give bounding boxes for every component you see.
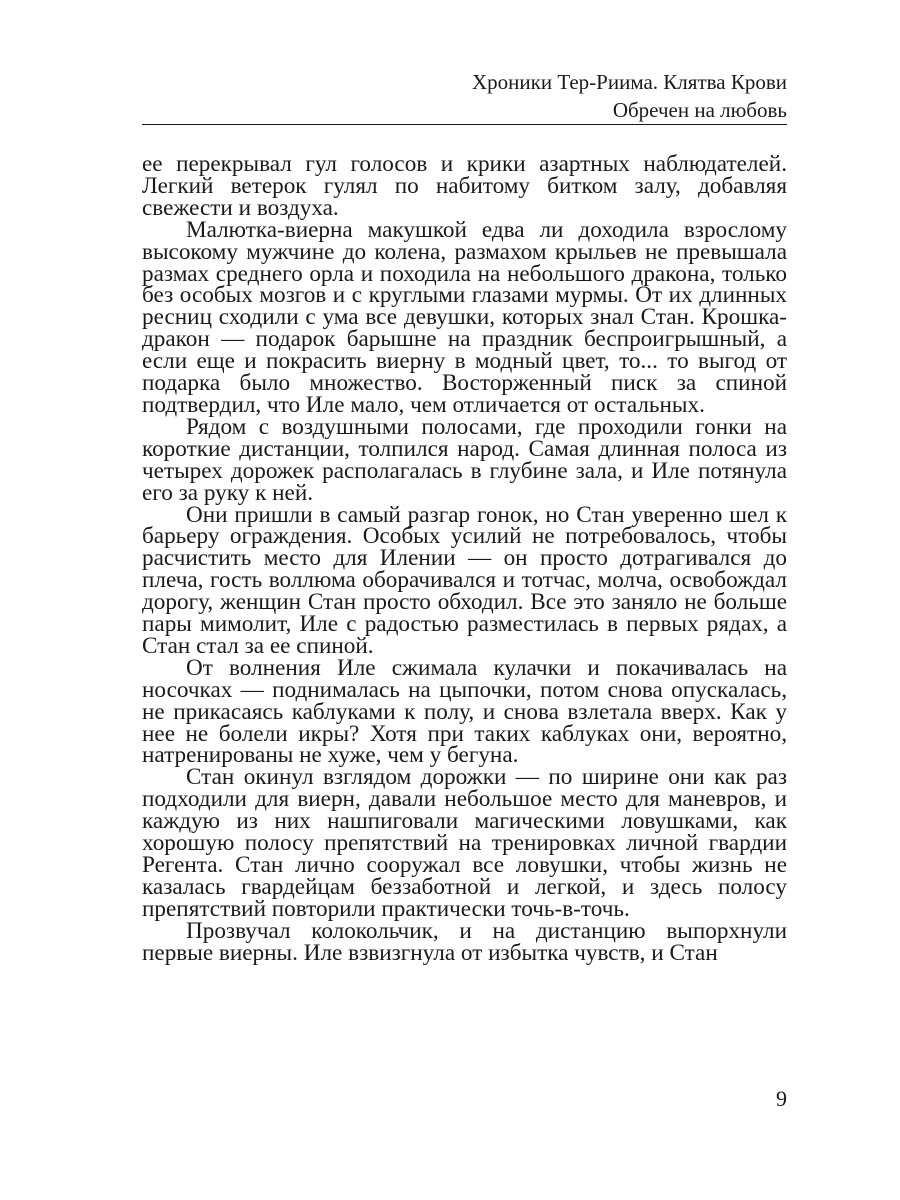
paragraph-1: ее перекрывал гул голосов и крики азартных наблюдателей. Легкий ветерок гулял по набитому битком залу, добавляя свежести и воздуха.: [142, 151, 787, 221]
page-number: 9: [776, 1086, 787, 1111]
running-head: [142, 68, 787, 124]
body-text: [142, 151, 787, 966]
paragraph-7: Прозвучал колокольчик, и на дистанцию выпорхнули первые виерны. Иле взвизгнула от избытка чувств, и Стан: [142, 917, 787, 966]
paragraph-5: От волнения Иле сжимала кулачки и покачивалась на носочках — поднималась на цыпочки, потом снова опускалась, не прикасаясь каблуками к полу, и снова взлетала вверх. Как у нее не болели икры? Хотя при таких каблуках они, вероятно, натренированы не хуже, чем у бегуна.: [142, 654, 787, 769]
paragraph-4: Они пришли в самый разгар гонок, но Стан уверенно шел к барьеру ограждения. Особых усилий не потребовалось, чтобы расчистить место для Илении — он просто дотрагивался до плеча, гость воллюма оборачивался и тотчас, молча, освобождал дорогу, женщин Стан просто обходил. Все это заняло не больше пары мимолит, Иле с радостью разместилась в первых рядах, а Стан стал за ее спиной.: [142, 501, 787, 659]
book-title: Хроники Тер-Риима. Клятва Крови: [472, 70, 787, 94]
paragraph-6: Стан окинул взглядом дорожки — по ширине они как раз подходили для виерн, давали небольшое место для маневров, и каждую из них нашпиговали магическими ловушками, как хорошую полосу препятствий на тренировках личной гвардии Регента. Стан лично сооружал все ловушки, чтобы жизнь не казалась гвардейцам беззаботной и легкой, и здесь полосу препятствий повторили практически точь-в-точь.: [142, 764, 787, 922]
chapter-title: Обречен на любовь: [612, 98, 787, 122]
header-rule: [142, 124, 787, 125]
paragraph-3: Рядом с воздушными полосами, где проходили гонки на короткие дистанции, толпился народ. Самая длинная полоса из четырех дорожек располагалась в глубине зала, и Иле потянула его за руку к ней.: [142, 413, 787, 506]
paragraph-2: Малютка-виерна макушкой едва ли доходила взрослому высокому мужчине до колена, размахом крыльев не превышала размах среднего орла и походила на небольшого дракона, только без особых мозгов и с круглыми глазами мурмы. От их длинных ресниц сходили с ума все девушки, которых знал Стан. Крошка-дракон — подарок барышне на праздник беспроигрышный, а если еще и покрасить виерну в модный цвет, то... то выгод от подарка было множество. Восторженный писк за спиной подтвердил, что Иле мало, чем отличается от остальных.: [142, 216, 787, 418]
